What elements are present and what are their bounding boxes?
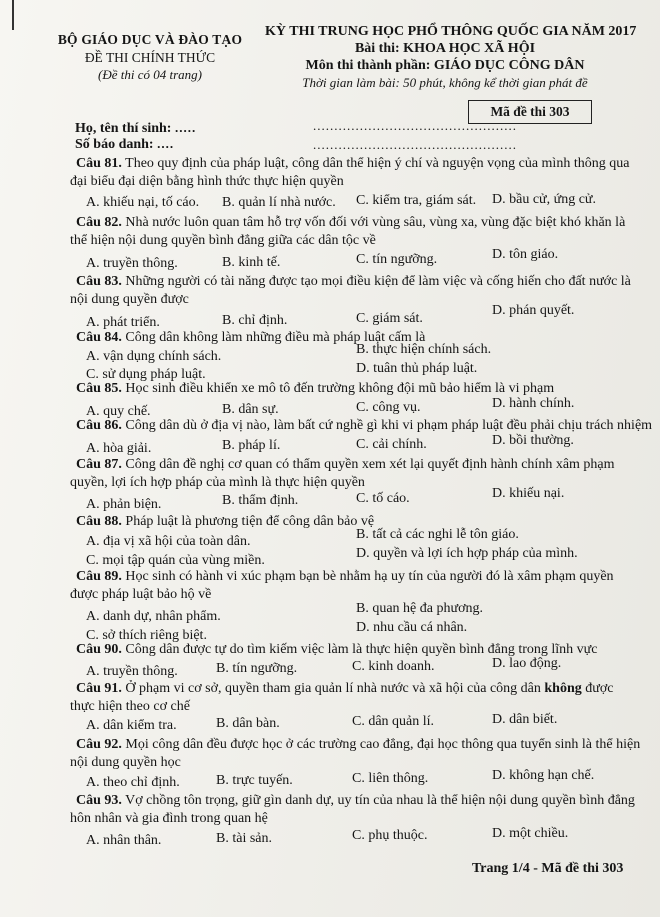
- candidate-name-dots: .....: [174, 120, 197, 135]
- option-c[interactable]: C. tố cáo.: [356, 491, 410, 506]
- option-c[interactable]: C. dân quản lí.: [352, 714, 435, 729]
- option-b[interactable]: B. kinh tế.: [222, 255, 281, 270]
- question-85: [76, 381, 554, 397]
- option-d[interactable]: D. lao động.: [492, 656, 562, 671]
- question-91: [76, 681, 613, 697]
- question-88: [76, 514, 374, 530]
- subject-name: Môn thi thành phần: GIÁO DỤC CÔNG DÂN: [305, 58, 585, 73]
- option-b[interactable]: B. thực hiện chính sách.: [356, 342, 492, 357]
- question-text: Công dân được tự do tìm kiếm việc làm là thực hiện quyền bình đẳng trong lĩnh vực: [125, 642, 598, 657]
- option-b[interactable]: B. quan hệ đa phương.: [356, 601, 483, 616]
- question-89: [76, 569, 614, 585]
- option-b[interactable]: B. trực tuyến.: [216, 773, 293, 788]
- question-number: Câu 93.: [76, 793, 122, 808]
- option-d[interactable]: D. bồi thường.: [492, 433, 574, 448]
- option-a[interactable]: A. phát triển.: [86, 315, 160, 330]
- question-text: Theo quy định của pháp luật, công dân thể hiện ý chí và nguyện vọng của mình thông qua: [125, 156, 630, 171]
- question-91-line2: thực hiện theo cơ chế: [70, 699, 190, 714]
- question-text: Công dân dù ở địa vị nào, làm bất cứ nghề gì khi vi phạm pháp luật đều phải chịu trách nhiệm: [125, 418, 653, 433]
- option-a[interactable]: A. khiếu nại, tố cáo.: [86, 195, 200, 210]
- option-d[interactable]: D. tôn giáo.: [492, 247, 559, 262]
- question-93-line2: hôn nhân và gia đình trong quan hệ: [70, 811, 268, 826]
- question-text: Vợ chồng tôn trọng, giữ gìn danh dự, uy tín của nhau là thể hiện nội dung quyền bình đẳng: [125, 793, 635, 808]
- option-a[interactable]: A. danh dự, nhân phẩm.: [86, 609, 221, 624]
- question-81-line2: đại biểu đại diện bằng hình thức thực hiện quyền: [70, 174, 344, 189]
- header-right: [265, 24, 637, 91]
- pages-note: (Đề thi có 04 trang): [98, 67, 202, 82]
- option-c[interactable]: C. sử dụng pháp luật.: [86, 367, 206, 382]
- candidate-name-label: Họ, tên thí sinh:: [75, 121, 172, 136]
- option-a[interactable]: A. nhân thân.: [86, 833, 162, 848]
- question-number: Câu 81.: [76, 156, 122, 171]
- question-83: [76, 274, 631, 290]
- option-c[interactable]: C. kiểm tra, giám sát.: [356, 193, 477, 208]
- option-d[interactable]: D. tuân thủ pháp luật.: [356, 361, 478, 376]
- question-81: [76, 156, 629, 172]
- question-number: Câu 88.: [76, 514, 122, 529]
- option-b[interactable]: B. thẩm định.: [222, 493, 299, 508]
- time-note: Thời gian làm bài: 50 phút, không kể thời gian phát đề: [302, 75, 588, 90]
- option-c[interactable]: C. sở thích riêng biệt.: [86, 628, 207, 643]
- option-a[interactable]: A. truyền thông.: [86, 664, 178, 679]
- option-d[interactable]: D. không hạn chế.: [492, 768, 595, 783]
- question-82: [76, 215, 625, 231]
- question-87: [76, 457, 615, 473]
- exam-name: KỲ THI TRUNG HỌC PHỔ THÔNG QUỐC GIA NĂM 2017: [265, 24, 637, 39]
- page-edge-line: [12, 0, 14, 30]
- official-label: ĐỀ THI CHÍNH THỨC: [84, 50, 216, 65]
- question-87-line2: quyền, lợi ích hợp pháp của mình là thực hiện quyền: [70, 475, 365, 490]
- option-b[interactable]: B. tài sản.: [216, 831, 272, 846]
- option-c[interactable]: C. liên thông.: [352, 771, 429, 786]
- question-text: Công dân không làm những điều mà pháp luật cấm là: [125, 330, 426, 345]
- option-c[interactable]: C. giám sát.: [356, 311, 423, 326]
- option-d[interactable]: D. dân biết.: [492, 712, 558, 727]
- candidate-name-line: ................................................: [313, 118, 517, 133]
- question-number: Câu 91.: [76, 681, 122, 696]
- option-c[interactable]: C. kinh doanh.: [352, 659, 435, 674]
- option-a[interactable]: A. địa vị xã hội của toàn dân.: [86, 534, 251, 549]
- header-left: [55, 32, 245, 83]
- question-number: Câu 84.: [76, 330, 122, 345]
- option-d[interactable]: D. phán quyết.: [492, 303, 575, 318]
- option-c[interactable]: C. phụ thuộc.: [352, 828, 428, 843]
- page-footer: Trang 1/4 - Mã đề thi 303: [472, 861, 624, 876]
- candidate-id-line: ................................................: [313, 137, 517, 152]
- option-d[interactable]: D. nhu cầu cá nhân.: [356, 620, 468, 635]
- option-c[interactable]: C. tín ngưỡng.: [356, 252, 438, 267]
- option-b[interactable]: B. pháp lí.: [222, 438, 281, 453]
- question-text: Học sinh có hành vi xúc phạm bạn bè nhằm hạ uy tín của người đó là xâm phạm quyền: [125, 569, 614, 584]
- candidate-id-label: Số báo danh:: [75, 137, 154, 152]
- question-92: [76, 737, 640, 753]
- question-text: Nhà nước luôn quan tâm hỗ trợ vốn đối với vùng sâu, vùng xa, vùng đặc biệt khó khăn là: [125, 215, 626, 230]
- option-b[interactable]: B. tín ngưỡng.: [216, 661, 298, 676]
- option-a[interactable]: A. hòa giải.: [86, 441, 152, 456]
- option-c[interactable]: C. mọi tập quán của vùng miền.: [86, 553, 265, 568]
- candidate-name-row: [75, 120, 196, 137]
- option-d[interactable]: D. khiếu nại.: [492, 486, 565, 501]
- question-86: [76, 418, 652, 434]
- question-93: [76, 793, 635, 809]
- question-text: Những người có tài năng được tạo mọi điều kiện để làm việc và cống hiến cho đất nước là: [125, 274, 631, 289]
- option-b[interactable]: B. dân sự.: [222, 402, 279, 417]
- option-a[interactable]: A. truyền thông.: [86, 256, 178, 271]
- option-d[interactable]: D. bầu cử, ứng cử.: [492, 192, 597, 207]
- question-number: Câu 89.: [76, 569, 122, 584]
- question-number: Câu 85.: [76, 381, 122, 396]
- question-number: Câu 83.: [76, 274, 122, 289]
- question-text: Học sinh điều khiển xe mô tô đến trường không đội mũ bảo hiểm là vi phạm: [125, 381, 555, 396]
- candidate-id-dots: ....: [157, 136, 175, 151]
- option-a[interactable]: A. theo chỉ định.: [86, 775, 180, 790]
- exam-code-box: Mã đề thi 303: [468, 100, 592, 124]
- option-a[interactable]: A. vận dụng chính sách.: [86, 349, 222, 364]
- option-d[interactable]: D. một chiều.: [492, 826, 569, 841]
- question-number: Câu 90.: [76, 642, 122, 657]
- option-c[interactable]: C. công vụ.: [356, 400, 421, 415]
- candidate-id-row: [75, 136, 174, 153]
- option-a[interactable]: A. quy chế.: [86, 404, 151, 419]
- question-89-line2: được pháp luật bảo hộ về: [70, 587, 212, 602]
- emphasis-word: không: [544, 681, 582, 696]
- question-number: Câu 86.: [76, 418, 122, 433]
- option-a[interactable]: A. phản biện.: [86, 497, 162, 512]
- ministry-name: BỘ GIÁO DỤC VÀ ĐÀO TẠO: [57, 32, 243, 47]
- question-number: Câu 92.: [76, 737, 122, 752]
- option-b[interactable]: B. tất cả các nghi lễ tôn giáo.: [356, 527, 519, 542]
- question-82-line2: thể hiện nội dung quyền bình đẳng giữa các dân tộc về: [70, 233, 376, 248]
- question-number: Câu 87.: [76, 457, 122, 472]
- question-text: Ở phạm vi cơ sở, quyền tham gia quản lí nhà nước và xã hội của công dân: [125, 681, 541, 696]
- option-b[interactable]: B. chỉ định.: [222, 313, 288, 328]
- option-a[interactable]: A. dân kiểm tra.: [86, 718, 177, 733]
- question-text: Pháp luật là phương tiện để công dân bảo vệ: [125, 514, 375, 529]
- option-d[interactable]: D. hành chính.: [492, 396, 575, 411]
- option-d[interactable]: D. quyền và lợi ích hợp pháp của mình.: [356, 546, 578, 561]
- question-text: Mọi công dân đều được học ở các trường cao đẳng, đại học thông qua tuyển sinh là thể hiện: [125, 737, 641, 752]
- option-c[interactable]: C. cải chính.: [356, 437, 427, 452]
- test-name: Bài thi: KHOA HỌC XÃ HỘI: [354, 41, 536, 56]
- option-b[interactable]: B. quản lí nhà nước.: [222, 195, 336, 210]
- question-83-line2: nội dung quyền được: [70, 292, 189, 307]
- question-text-tail: được: [581, 681, 614, 696]
- question-92-line2: nội dung quyền học: [70, 755, 181, 770]
- question-number: Câu 82.: [76, 215, 122, 230]
- option-b[interactable]: B. dân bàn.: [216, 716, 280, 731]
- question-text: Công dân đề nghị cơ quan có thẩm quyền xem xét lại quyết định hành chính xâm phạm: [125, 457, 615, 472]
